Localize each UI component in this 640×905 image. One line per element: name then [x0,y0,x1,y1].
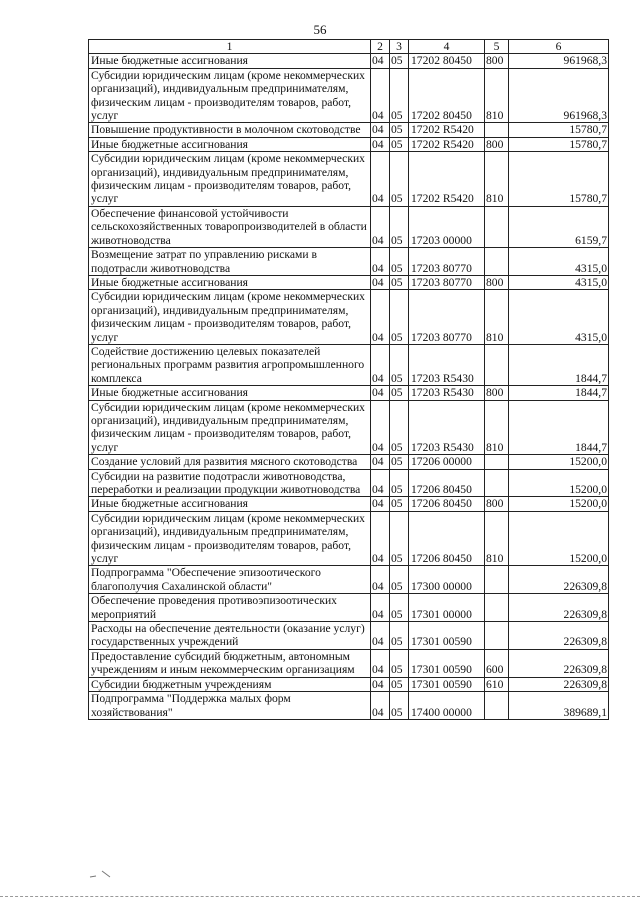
table-row [89,622,609,650]
row-subsection: 05 [390,54,409,68]
row-section: 04 [371,566,390,594]
row-expense-type [485,455,509,469]
table-row [89,594,609,622]
row-expense-type: 810 [485,68,509,123]
row-name: Субсидии юридическим лицам (кроме некоммерческих организаций), индивидуальным предпринимателям, физическим лицам - производителям товаров, работ, услуг [89,511,371,566]
row-expense-type [485,248,509,276]
row-amount: 961968,3 [509,68,609,123]
row-section: 04 [371,469,390,497]
row-name: Субсидии юридическим лицам (кроме некоммерческих организаций), индивидуальным предпринимателям, физическим лицам - производителям товаров, работ, услуг [89,290,371,345]
table-row [89,400,609,455]
column-header-expense-type: 5 [485,40,509,54]
row-section: 04 [371,123,390,137]
table-row [89,511,609,566]
row-amount: 226309,8 [509,677,609,691]
row-name: Иные бюджетные ассигнования [89,275,371,289]
row-name: Иные бюджетные ассигнования [89,137,371,151]
row-amount: 15780,7 [509,152,609,207]
row-name: Обеспечение проведения противоэпизоотических мероприятий [89,594,371,622]
budget-table [88,39,609,720]
row-amount: 226309,8 [509,622,609,650]
row-amount: 15780,7 [509,123,609,137]
row-name: Создание условий для развития мясного скотоводства [89,455,371,469]
row-subsection: 05 [390,137,409,151]
row-subsection: 05 [390,455,409,469]
row-amount: 4315,0 [509,275,609,289]
row-subsection: 05 [390,677,409,691]
row-name: Обеспечение финансовой устойчивости сельскохозяйственных товаропроизводителей в области животноводства [89,206,371,247]
row-name: Иные бюджетные ассигнования [89,386,371,400]
table-row [89,649,609,677]
row-expense-type: 810 [485,400,509,455]
table-row [89,123,609,137]
column-header-amount: 6 [509,40,609,54]
row-name: Содействие достижению целевых показателей региональных программ развития агропромышленного комплекса [89,344,371,385]
row-subsection: 05 [390,511,409,566]
row-amount: 15200,0 [509,469,609,497]
table-row [89,137,609,151]
row-name: Подпрограмма "Поддержка малых форм хозяйствования" [89,692,371,720]
row-section: 04 [371,649,390,677]
row-section: 04 [371,275,390,289]
row-amount: 226309,8 [509,594,609,622]
row-section: 04 [371,692,390,720]
row-section: 04 [371,497,390,511]
table-row [89,677,609,691]
row-subsection: 05 [390,386,409,400]
row-subsection: 05 [390,152,409,207]
table-row [89,566,609,594]
table-row [89,290,609,345]
row-target-article: 17202 80450 [409,68,485,123]
row-target-article: 17203 80770 [409,275,485,289]
row-subsection: 05 [390,206,409,247]
row-expense-type: 810 [485,290,509,345]
row-expense-type: 810 [485,152,509,207]
table-row [89,497,609,511]
table-row [89,469,609,497]
row-target-article: 17301 00590 [409,622,485,650]
row-target-article: 17206 00000 [409,455,485,469]
column-header-subsection: 3 [390,40,409,54]
row-target-article: 17301 00590 [409,677,485,691]
row-amount: 15780,7 [509,137,609,151]
row-amount: 389689,1 [509,692,609,720]
row-target-article: 17300 00000 [409,566,485,594]
row-subsection: 05 [390,497,409,511]
column-header-name: 1 [89,40,371,54]
row-subsection: 05 [390,469,409,497]
row-name: Субсидии на развитие подотрасли животноводства, переработки и реализации продукции животноводства [89,469,371,497]
row-expense-type [485,622,509,650]
row-section: 04 [371,68,390,123]
row-target-article: 17206 80450 [409,469,485,497]
row-target-article: 17301 00590 [409,649,485,677]
row-section: 04 [371,248,390,276]
row-expense-type [485,123,509,137]
row-amount: 15200,0 [509,511,609,566]
row-amount: 961968,3 [509,54,609,68]
row-amount: 1844,7 [509,386,609,400]
page-bottom-edge [0,896,640,897]
row-name: Иные бюджетные ассигнования [89,54,371,68]
row-expense-type: 800 [485,54,509,68]
row-subsection: 05 [390,400,409,455]
row-section: 04 [371,677,390,691]
row-target-article: 17203 80770 [409,290,485,345]
row-expense-type [485,594,509,622]
row-target-article: 17301 00000 [409,594,485,622]
row-target-article: 17202 80450 [409,54,485,68]
row-name: Предоставление субсидий бюджетным, автономным учреждениям и иным некоммерческим организациям [89,649,371,677]
row-subsection: 05 [390,344,409,385]
column-header-section: 2 [371,40,390,54]
row-target-article: 17202 R5420 [409,123,485,137]
row-expense-type: 600 [485,649,509,677]
row-target-article: 17400 00000 [409,692,485,720]
row-section: 04 [371,622,390,650]
table-row [89,344,609,385]
table-row [89,152,609,207]
row-target-article: 17203 80770 [409,248,485,276]
row-name: Расходы на обеспечение деятельности (оказание услуг) государственных учреждений [89,622,371,650]
row-expense-type [485,344,509,385]
row-section: 04 [371,455,390,469]
row-amount: 226309,8 [509,649,609,677]
row-name: Возмещение затрат по управлению рисками в подотрасли животноводства [89,248,371,276]
row-target-article: 17203 R5430 [409,400,485,455]
row-section: 04 [371,511,390,566]
row-section: 04 [371,290,390,345]
row-amount: 15200,0 [509,455,609,469]
table-row [89,206,609,247]
row-subsection: 05 [390,594,409,622]
row-subsection: 05 [390,68,409,123]
row-name: Субсидии юридическим лицам (кроме некоммерческих организаций), индивидуальным предпринимателям, физическим лицам - производителям товаров, работ, услуг [89,400,371,455]
row-amount: 1844,7 [509,400,609,455]
row-expense-type: 800 [485,497,509,511]
scan-artifact [88,868,114,880]
row-target-article: 17202 R5420 [409,152,485,207]
table-header-row [89,40,609,54]
row-subsection: 05 [390,275,409,289]
table-row [89,386,609,400]
row-expense-type: 800 [485,386,509,400]
row-amount: 15200,0 [509,497,609,511]
row-expense-type: 800 [485,137,509,151]
row-expense-type: 800 [485,275,509,289]
table-row [89,455,609,469]
row-subsection: 05 [390,566,409,594]
row-target-article: 17203 R5430 [409,344,485,385]
row-section: 04 [371,54,390,68]
row-section: 04 [371,386,390,400]
row-expense-type [485,692,509,720]
row-expense-type: 810 [485,511,509,566]
row-amount: 1844,7 [509,344,609,385]
row-subsection: 05 [390,123,409,137]
row-expense-type [485,469,509,497]
table-row [89,68,609,123]
table-row [89,692,609,720]
row-subsection: 05 [390,622,409,650]
table-row [89,54,609,68]
row-subsection: 05 [390,649,409,677]
row-section: 04 [371,152,390,207]
row-name: Субсидии юридическим лицам (кроме некоммерческих организаций), индивидуальным предпринимателям, физическим лицам - производителям товаров, работ, услуг [89,68,371,123]
table-body [89,54,609,720]
row-target-article: 17203 00000 [409,206,485,247]
row-section: 04 [371,594,390,622]
row-target-article: 17202 R5420 [409,137,485,151]
row-subsection: 05 [390,692,409,720]
page-number: 56 [313,22,327,37]
row-name: Субсидии юридическим лицам (кроме некоммерческих организаций), индивидуальным предпринимателям, физическим лицам - производителям товаров, работ, услуг [89,152,371,207]
column-header-target-article: 4 [409,40,485,54]
row-name: Субсидии бюджетным учреждениям [89,677,371,691]
row-target-article: 17206 80450 [409,497,485,511]
row-section: 04 [371,344,390,385]
row-expense-type: 610 [485,677,509,691]
table-row [89,275,609,289]
row-name: Повышение продуктивности в молочном скотоводстве [89,123,371,137]
row-amount: 4315,0 [509,290,609,345]
row-amount: 6159,7 [509,206,609,247]
row-subsection: 05 [390,290,409,345]
row-section: 04 [371,137,390,151]
row-expense-type [485,206,509,247]
row-target-article: 17206 80450 [409,511,485,566]
row-section: 04 [371,400,390,455]
row-name: Подпрограмма "Обеспечение эпизоотического благополучия Сахалинской области" [89,566,371,594]
row-expense-type [485,566,509,594]
table-row [89,248,609,276]
row-amount: 226309,8 [509,566,609,594]
row-subsection: 05 [390,248,409,276]
row-name: Иные бюджетные ассигнования [89,497,371,511]
row-section: 04 [371,206,390,247]
row-amount: 4315,0 [509,248,609,276]
row-target-article: 17203 R5430 [409,386,485,400]
